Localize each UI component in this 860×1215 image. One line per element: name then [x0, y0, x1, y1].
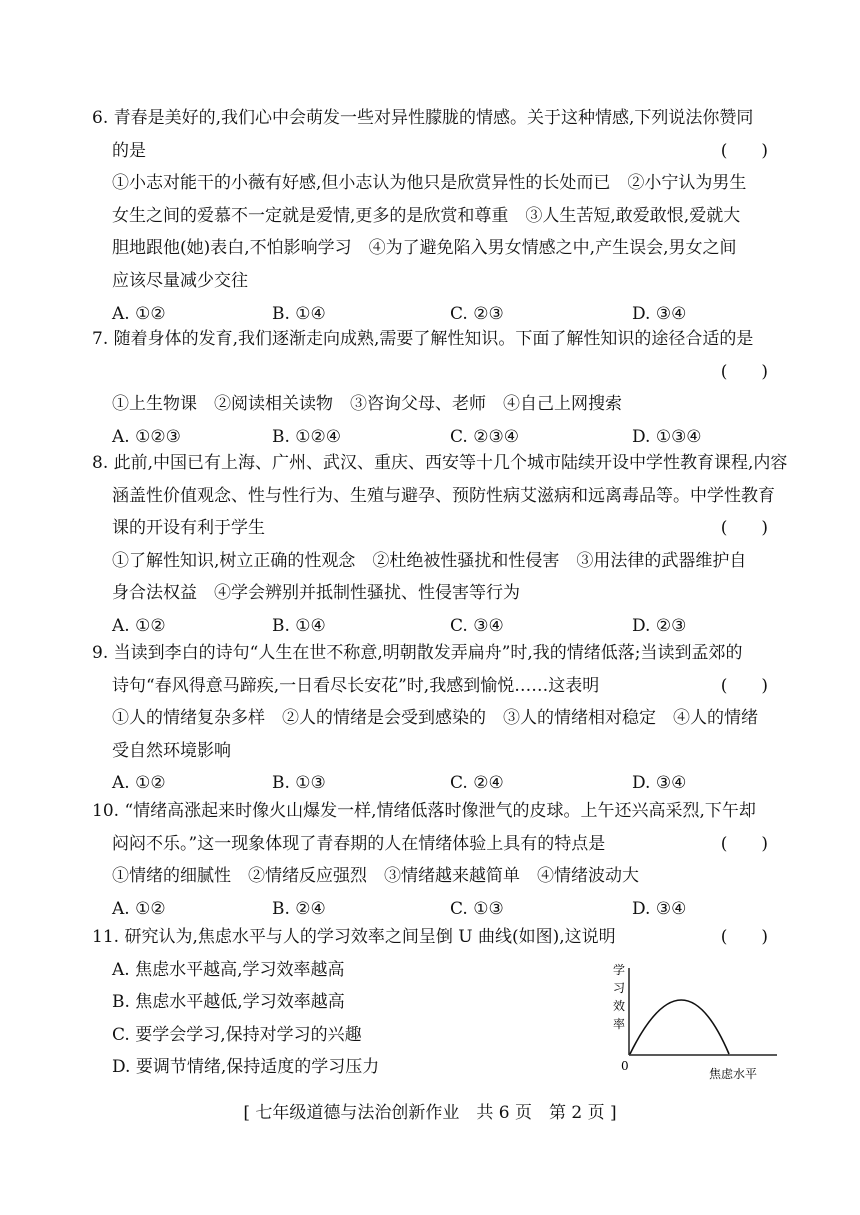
- q8-stem-line-3-text: 课的开设有利于学生: [112, 518, 265, 539]
- q9-stem-line-2: [92, 670, 782, 703]
- q8-option-d[interactable]: D. ②③: [632, 615, 687, 636]
- graph-y-label-char-2: 习: [613, 981, 626, 995]
- q11-stem-text: 11. 研究认为,焦虑水平与人的学习效率之间呈倒 U 曲线(如图),这说明: [92, 927, 616, 947]
- q10-option-b[interactable]: B. ②④: [272, 898, 326, 919]
- q10-option-d[interactable]: D. ③④: [632, 898, 687, 919]
- q7-answer-paren: ( ): [720, 361, 768, 382]
- q8-statement-line-1: ①了解性知识,树立正确的性观念 ②杜绝被性骚扰和性侵害 ③用法律的武器维护自: [112, 550, 747, 571]
- q9-answer-paren: ( ): [720, 675, 768, 696]
- q6-option-d[interactable]: D. ③④: [632, 303, 687, 324]
- q6-statement-line-3: 胆地跟他(她)表白,不怕影响学习 ④为了避免陷入男女情感之中,产生误会,男女之间: [112, 238, 737, 259]
- q10-statement-line-1: ①情绪的细腻性 ②情绪反应强烈 ③情绪越来越简单 ④情绪波动大: [112, 866, 639, 887]
- q11-option-b[interactable]: B. 焦虑水平越低,学习效率越高: [112, 992, 345, 1013]
- q9-option-b[interactable]: B. ①③: [272, 773, 326, 794]
- q7-stem-line-1: 7. 随着身体的发育,我们逐渐走向成熟,需要了解性知识。下面了解性知识的途径合适的是: [92, 329, 754, 349]
- q9-stem-line-1: 9. 当读到李白的诗句“人生在世不称意,明朝散发弄扁舟”时,我的情绪低落;当读到孟郊的: [92, 643, 743, 663]
- q8-answer-paren: ( ): [720, 518, 768, 539]
- q6-statement-line-1: ①小志对能干的小薇有好感,但小志认为他只是欣赏异性的长处而已 ②小宁认为男生: [112, 173, 747, 194]
- q9-option-a[interactable]: A. ①②: [112, 773, 166, 794]
- q10-option-c[interactable]: C. ①③: [450, 898, 504, 919]
- question-8: [92, 447, 788, 643]
- q8-option-a[interactable]: A. ①②: [112, 615, 166, 636]
- q8-stem-line-2: 涵盖性价值观念、性与性行为、生殖与避孕、预防性病艾滋病和远离毒品等。中学性教育: [112, 485, 775, 506]
- q11-option-a[interactable]: A. 焦虑水平越高,学习效率越高: [112, 959, 345, 980]
- graph-y-label-char-4: 率: [613, 1017, 626, 1031]
- q6-option-b[interactable]: B. ①④: [272, 303, 326, 324]
- q6-stem-line-2-text: 的是: [112, 140, 146, 161]
- page-footer: [ 七年级道德与法治创新作业 共 6 页 第 2 页 ]: [243, 1103, 617, 1123]
- q7-option-b[interactable]: B. ①②④: [272, 426, 342, 447]
- q6-statement-line-4: 应该尽量减少交往: [112, 270, 248, 291]
- q10-stem-line-1: 10. “情绪高涨起来时像火山爆发一样,情绪低落时像泄气的皮球。上午还兴高采烈,下午却: [92, 801, 756, 821]
- q11-option-d[interactable]: D. 要调节情绪,保持适度的学习压力: [112, 1057, 380, 1078]
- q7-option-d[interactable]: D. ①③④: [632, 426, 702, 447]
- q8-option-c[interactable]: C. ③④: [450, 615, 504, 636]
- q6-option-a[interactable]: A. ①②: [112, 303, 166, 324]
- q6-statement-line-2: 女生之间的爱慕不一定就是爱情,更多的是欣赏和尊重 ③人生苦短,敢爱敢恨,爱就大: [112, 205, 741, 226]
- q9-statement-line-1: ①人的情绪复杂多样 ②人的情绪是会受到感染的 ③人的情绪相对稳定 ④人的情绪: [112, 708, 758, 729]
- q8-option-b[interactable]: B. ①④: [272, 615, 326, 636]
- q7-paren-line: [92, 356, 782, 389]
- q6-stem-line-2: [92, 135, 782, 168]
- q7-statement-line-1: ①上生物课 ②阅读相关读物 ③咨询父母、老师 ④自己上网搜索: [112, 394, 622, 415]
- q10-stem-line-2: [92, 828, 782, 861]
- q9-statement-line-2: 受自然环境影响: [112, 740, 231, 761]
- q6-stem-line-1: 6. 青春是美好的,我们心中会萌发一些对异性朦胧的情感。关于这种情感,下列说法你赞同: [92, 108, 754, 128]
- q9-option-c[interactable]: C. ②④: [450, 773, 504, 794]
- inverted-u-curve-graph: [605, 960, 780, 1085]
- q8-stem-line-3: [92, 512, 782, 545]
- q9-stem-line-2-text: 诗句“春风得意马蹄疾,一日看尽长安花”时,我感到愉悦……这表明: [112, 675, 600, 696]
- graph-x-label: 焦虑水平: [709, 1067, 758, 1081]
- graph-inverted-u-curve: [630, 1000, 729, 1054]
- question-10: [92, 795, 782, 925]
- q6-answer-paren: ( ): [720, 140, 768, 161]
- q10-option-a[interactable]: A. ①②: [112, 898, 166, 919]
- graph-y-label-char-1: 学: [613, 963, 626, 977]
- q7-option-a[interactable]: A. ①②③: [112, 426, 181, 447]
- q9-option-d[interactable]: D. ③④: [632, 773, 687, 794]
- question-6: [92, 102, 782, 330]
- q10-stem-line-2-text: 闷闷不乐。”这一现象体现了青春期的人在情绪体验上具有的特点是: [112, 833, 606, 854]
- q6-option-c[interactable]: C. ②③: [450, 303, 504, 324]
- q11-answer-paren: ( ): [720, 927, 768, 947]
- question-7: [92, 323, 782, 453]
- q11-option-c[interactable]: C. 要学会学习,保持对学习的兴趣: [112, 1024, 362, 1045]
- graph-y-label-char-3: 效: [613, 999, 626, 1013]
- graph-origin-label: 0: [621, 1059, 629, 1073]
- q11-stem-line-1: [92, 921, 782, 954]
- q8-stem-line-1: 8. 此前,中国已有上海、广州、武汉、重庆、西安等十几个城市陆续开设中学性教育课程,内容: [92, 453, 788, 473]
- q10-answer-paren: ( ): [720, 833, 768, 854]
- q7-option-c[interactable]: C. ②③④: [450, 426, 519, 447]
- question-9: [92, 637, 782, 800]
- q8-statement-line-2: 身合法权益 ④学会辨别并抵制性骚扰、性侵害等行为: [112, 583, 520, 604]
